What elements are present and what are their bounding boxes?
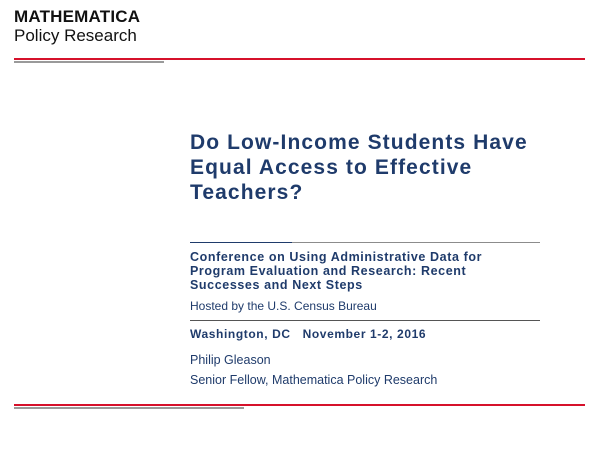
header-gray-rule (14, 61, 164, 63)
conference-line-1: Conference on Using Administrative Data for (190, 250, 483, 264)
footer-red-rule (14, 404, 585, 406)
subtitle-rule-gray (292, 242, 540, 243)
footer-gray-rule (14, 407, 244, 409)
presenter-info (190, 350, 437, 390)
presenter-role: Senior Fellow, Mathematica Policy Research (190, 373, 438, 387)
event-location-date (190, 327, 426, 341)
logo-tagline: Policy Research (14, 26, 137, 45)
header-red-rule (14, 58, 585, 60)
presenter-name: Philip Gleason (190, 353, 271, 367)
conference-name (190, 250, 550, 292)
conference-line-2: Program Evaluation and Research: Recent (190, 264, 467, 278)
title-line-2: Equal Access to Effective (190, 156, 473, 179)
title-line-3: Teachers? (190, 181, 304, 204)
event-divider-rule (190, 320, 540, 321)
subtitle-rule-dark (190, 242, 292, 243)
logo-wordmark: MATHEMATICA (14, 7, 141, 26)
conference-line-3: Successes and Next Steps (190, 278, 363, 292)
mathematica-logo (14, 8, 214, 45)
hosted-by-text: Hosted by the U.S. Census Bureau (190, 299, 377, 313)
title-line-1: Do Low-Income Students Have (190, 131, 528, 154)
event-location: Washington, DC (190, 327, 291, 341)
slide-title (190, 130, 590, 205)
event-date: November 1-2, 2016 (302, 327, 427, 341)
